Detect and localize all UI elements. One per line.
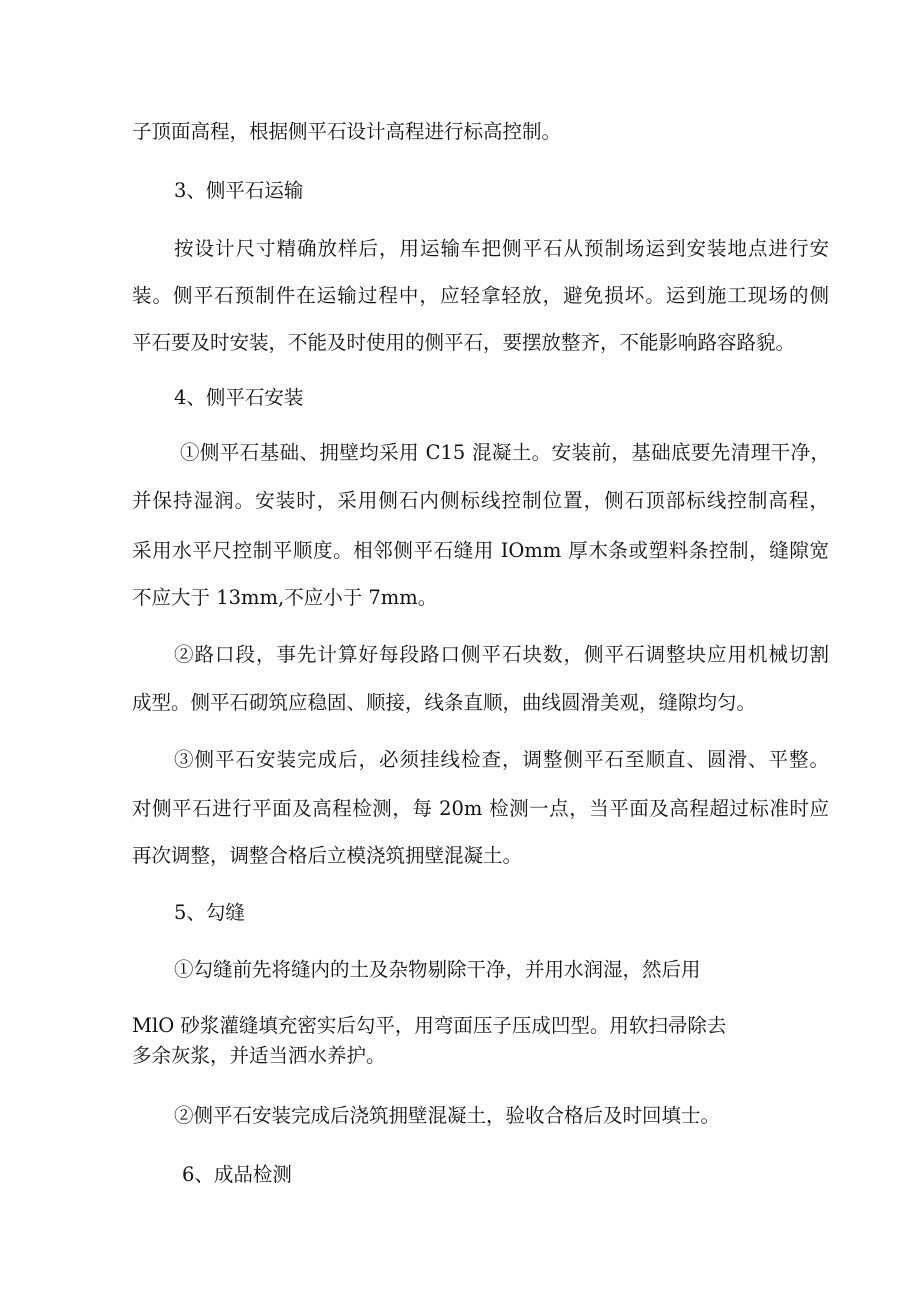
body-text-line: 并保持湿润。安装时，采用侧石内侧标线控制位置，侧石顶部标线控制高程， (132, 489, 829, 512)
body-text-line: ②侧平石安装完成后浇筑拥壁混凝土，验收合格后及时回填士。 (174, 1104, 721, 1127)
section-heading-transport: 3、侧平石运输 (174, 179, 304, 202)
body-text-line: 子顶面高程，根据侧平石设计高程进行标高控制。 (132, 120, 562, 143)
section-heading-inspection: 6、成品检测 (182, 1163, 292, 1186)
body-text-line: 按设计尺寸精确放样后，用运输车把侧平石从预制场运到安装地点进行安 (174, 237, 829, 260)
body-text-line: ①勾缝前先将缝内的土及杂物剔除干净，并用水润湿，然后用 (174, 958, 701, 981)
body-text-line: 成型。侧平石砌筑应稳固、顺接，线条直顺，曲线圆滑美观，缝隙均匀。 (132, 691, 757, 714)
body-text-line: ②路口段，事先计算好每段路口侧平石块数，侧平石调整块应用机械切割 (174, 643, 829, 666)
body-text-line: ①侧平石基础、拥壁均采用 C15 混凝土。安装前，基础底要先清理干净， (180, 441, 830, 464)
body-text-line: 多余灰浆，并适当洒水养护。 (132, 1044, 386, 1067)
section-heading-pointing: 5、勾缝 (174, 901, 245, 924)
body-text-line: MlO 砂浆灌缝填充密实后勾平，用弯面压子压成凹型。用软扫帚除去 (132, 1014, 727, 1037)
section-heading-installation: 4、侧平石安装 (174, 386, 304, 409)
body-text-line: 平石要及时安装，不能及时使用的侧平石，要摆放整齐，不能影响路容路貌。 (132, 331, 796, 354)
body-text-line: 装。侧平石预制件在运输过程中，应轻拿轻放，避免损坏。运到施工现场的侧 (132, 284, 829, 307)
body-text-line: 不应大于 13mm,不应小于 7mm。 (132, 586, 438, 609)
body-text-line: 再次调整，调整合格后立模浇筑拥壁混凝土。 (132, 844, 523, 867)
body-text-line: ③侧平石安装完成后，必须挂线检查，调整侧平石至顺直、圆滑、平整。 (174, 748, 829, 771)
body-text-line: 采用水平尺控制平顺度。相邻侧平石缝用 IOmm 厚木条或塑料条控制，缝隙宽 (132, 539, 829, 562)
body-text-line: 对侧平石进行平面及高程检测，每 20m 检测一点，当平面及高程超过标准时应 (132, 797, 829, 820)
